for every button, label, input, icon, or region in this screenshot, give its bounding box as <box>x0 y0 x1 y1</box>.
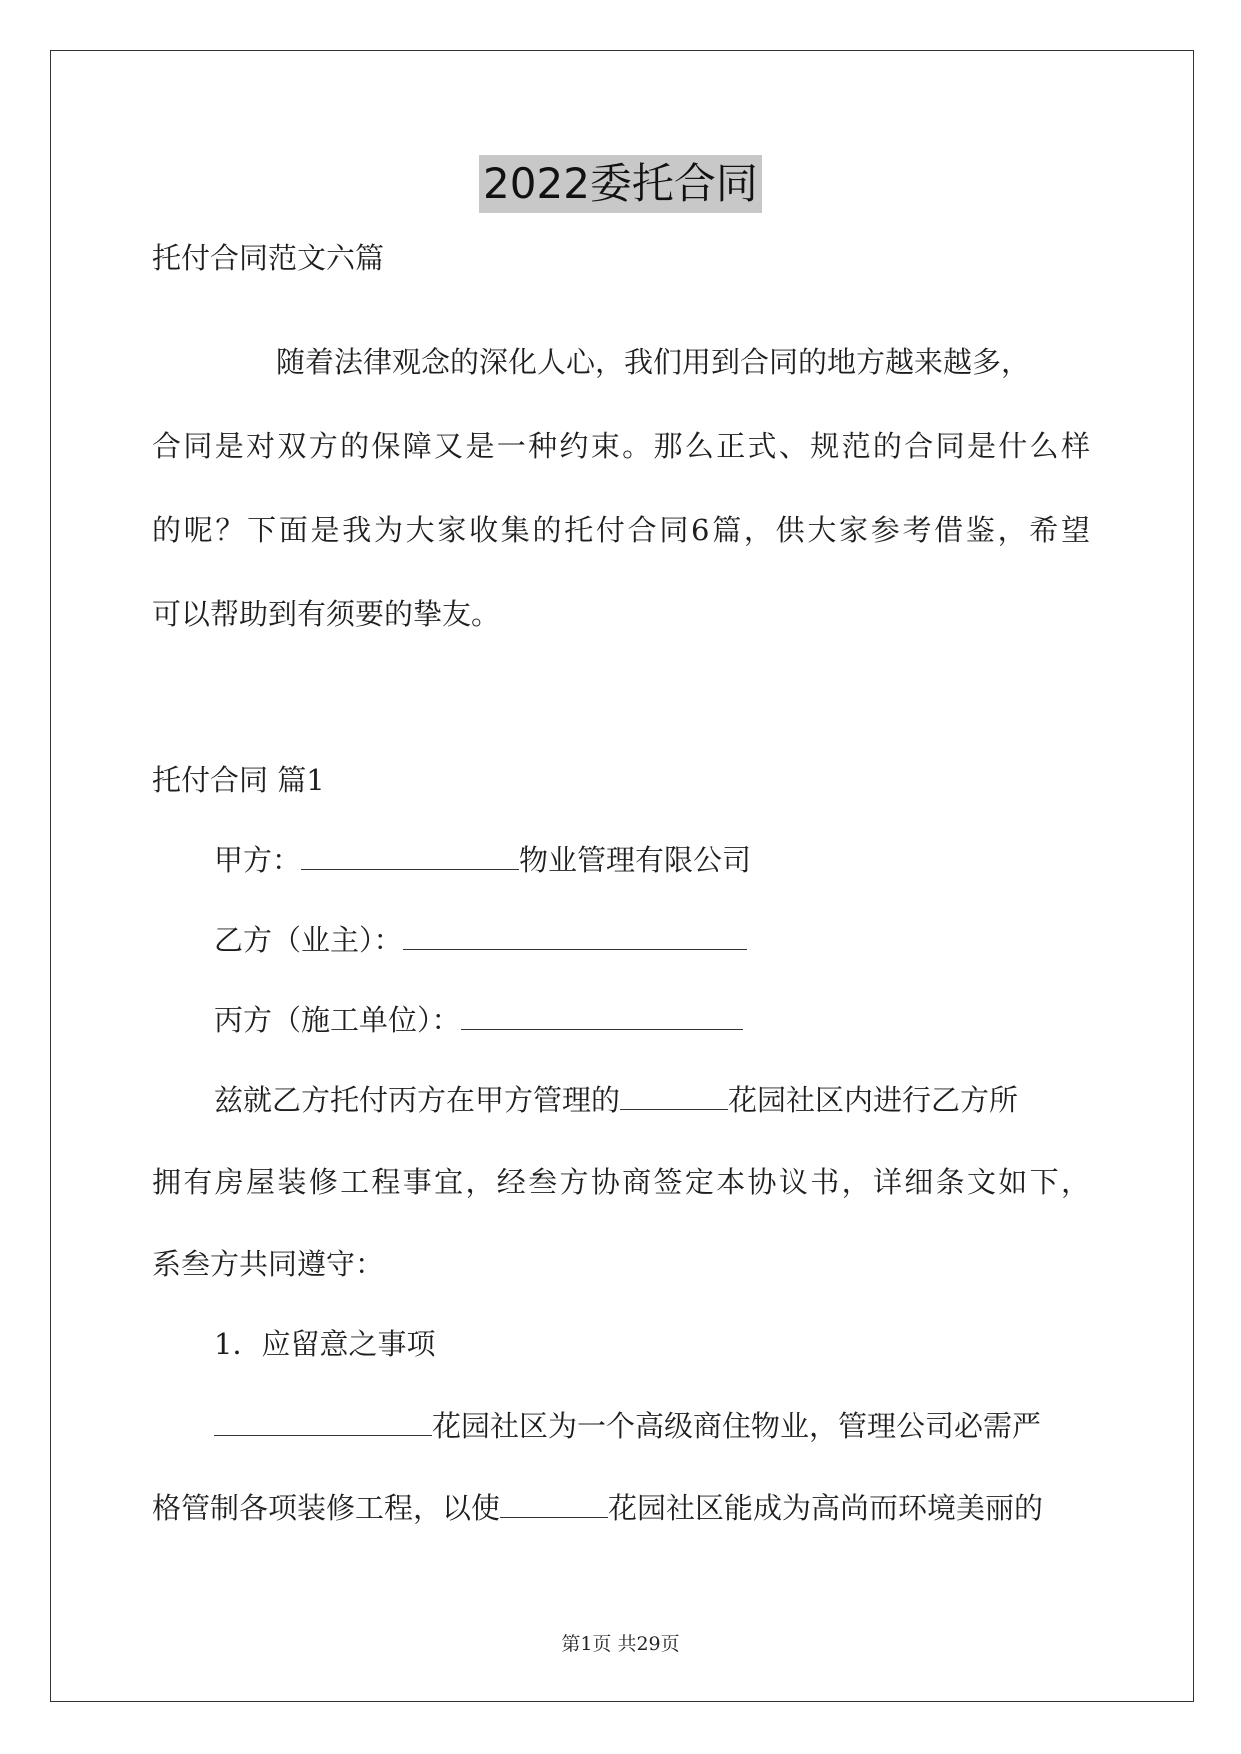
page-footer: 第1页 共29页 <box>561 1633 680 1655</box>
para2-blank-2 <box>500 1491 608 1518</box>
para2-blank-1 <box>214 1409 432 1436</box>
para1-suffix: 花园社区内进行乙方所 <box>728 1083 1019 1117</box>
intro-line-3: 的呢？下面是我为大家收集的托付合同6篇，供大家参考借鉴，希望 <box>152 513 1090 547</box>
intro-line-1: 随着法律观念的深化人心，我们用到合同的地方越来越多， <box>276 345 1031 379</box>
party-a-line <box>214 840 751 880</box>
subtitle: 托付合同范文六篇 <box>152 241 385 275</box>
party-a-suffix: 物业管理有限公司 <box>519 843 752 877</box>
para1-line-2: 拥有房屋装修工程事宜，经叁方协商签定本协议书，详细条文如下， <box>152 1165 1090 1199</box>
intro-line-2: 合同是对双方的保障又是一种约束。那么正式、规范的合同是什么样 <box>152 429 1090 463</box>
para1-line-3: 系叁方共同遵守： <box>152 1247 385 1281</box>
party-c-line <box>214 1000 743 1040</box>
para1-blank <box>620 1083 728 1110</box>
party-b-line <box>214 920 747 960</box>
item-1: 1．应留意之事项 <box>214 1327 436 1361</box>
para2-line2-prefix: 格管制各项装修工程，以使 <box>152 1491 501 1525</box>
para2-line-1 <box>214 1406 1041 1446</box>
party-a-label: 甲方： <box>214 843 302 877</box>
para2-line-2 <box>152 1488 1043 1528</box>
para1-prefix: 兹就乙方托付丙方在甲方管理的 <box>214 1083 621 1117</box>
para2-suffix: 花园社区为一个高级商住物业，管理公司必需严 <box>432 1409 1042 1443</box>
intro-line-4: 可以帮助到有须要的挚友。 <box>152 597 501 631</box>
party-a-blank <box>301 843 519 870</box>
party-b-label: 乙方（业主）： <box>214 923 403 957</box>
party-c-label: 丙方（施工单位）： <box>214 1003 461 1037</box>
party-b-blank <box>403 923 747 950</box>
section-heading: 托付合同 篇1 <box>152 763 325 797</box>
document-title: 2022委托合同 <box>479 155 762 213</box>
para2-line2-suffix: 花园社区能成为高尚而环境美丽的 <box>608 1491 1044 1525</box>
party-c-blank <box>461 1003 743 1030</box>
title-container <box>0 155 1241 213</box>
para1-line-1 <box>214 1080 1018 1120</box>
